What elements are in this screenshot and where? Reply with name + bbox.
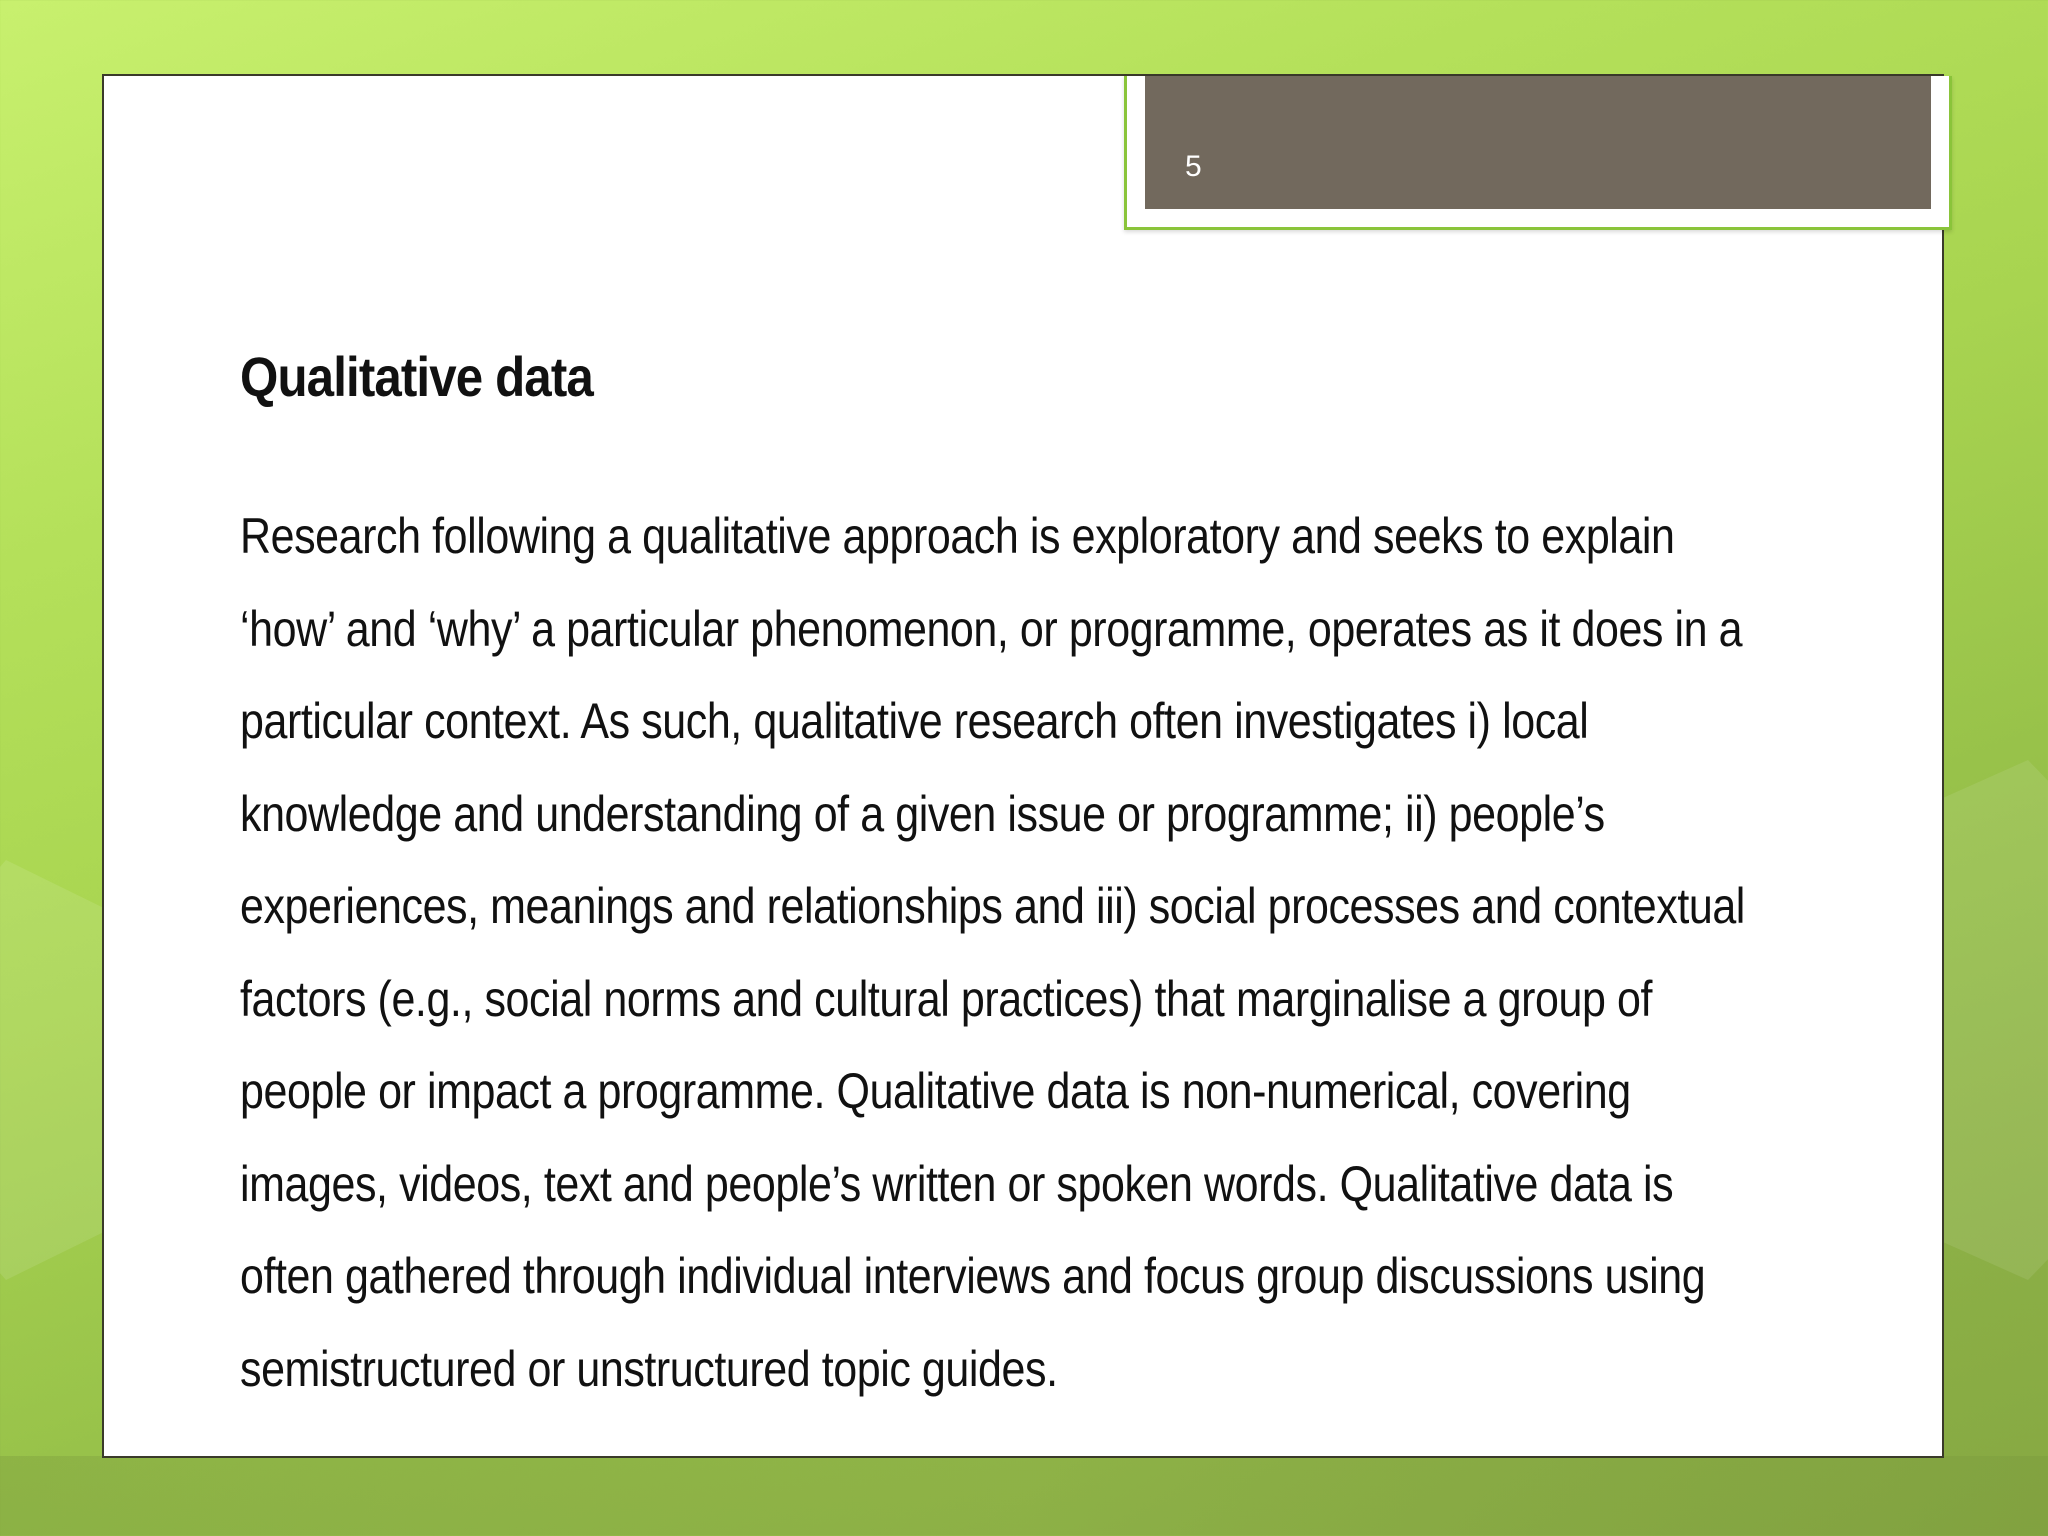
body-line: often gathered through individual interviews and focus group discussions using [240,1248,1706,1304]
body-line: semistructured or unstructured topic guides. [240,1340,1058,1397]
slide-body-text [240,490,2000,1415]
slide-content-panel [102,74,1944,1458]
body-line: knowledge and understanding of a given issue or programme; ii) people’s [240,785,1605,842]
background-bottom-band [0,1456,2048,1536]
body-line: ‘how’ and ‘why’ a particular phenomenon, or programme, operates as it does in a [240,600,1743,657]
body-line: people or impact a programme. Qualitative data is non-numerical, covering [240,1063,1631,1119]
body-line: particular context. As such, qualitative research often investigates i) local [240,693,1589,749]
body-line: experiences, meanings and relationships and iii) social processes and contextual [240,878,1745,934]
slide-number-tab-fill [1145,76,1931,209]
body-line: images, videos, text and people’s written or spoken words. Qualitative data is [240,1155,1674,1212]
slide-title: Qualitative data [240,345,593,408]
slide-number-tab [1124,76,1952,230]
slide-number: 5 [1185,150,1202,183]
body-line: factors (e.g., social norms and cultural practices) that marginalise a group of [240,970,1652,1027]
body-line: Research following a qualitative approach is exploratory and seeks to explain [240,508,1675,564]
